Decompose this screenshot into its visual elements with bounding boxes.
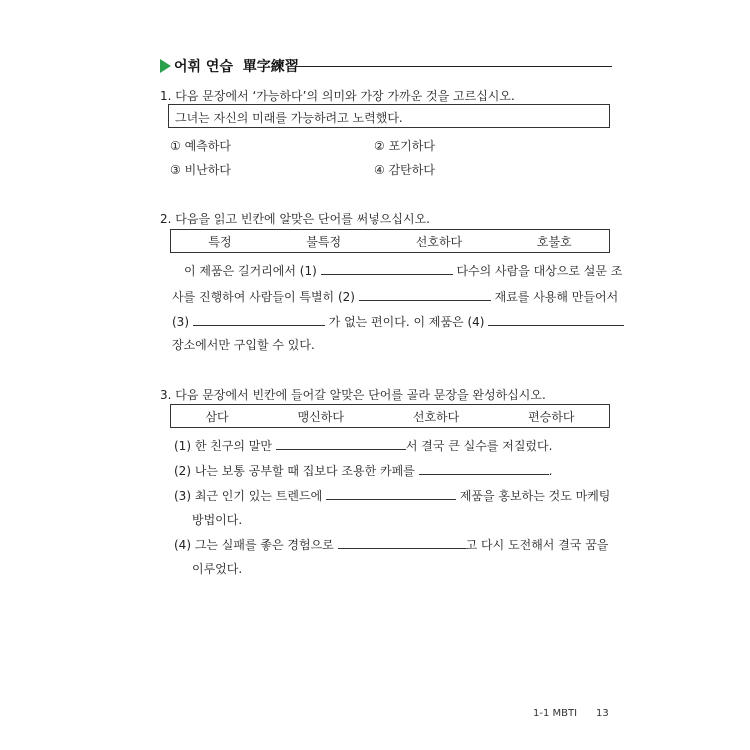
q1-sentence: 그녀는 자신의 미래를 가능하려고 노력했다. xyxy=(175,111,403,125)
q2-paragraph-line-4: 장소에서만 구입할 수 있다. xyxy=(172,338,315,352)
footer-chapter: 1-1 MBTI xyxy=(533,708,578,719)
q3-text: 고 다시 도전해서 결국 꿈을 xyxy=(465,538,609,552)
q3-item-3-cont: 방법이다. xyxy=(192,513,243,527)
q2-word-box xyxy=(170,229,610,253)
q3-blank-3[interactable] xyxy=(326,488,456,500)
title-rule xyxy=(296,66,612,67)
section-header xyxy=(160,56,612,76)
q1-sentence-box xyxy=(168,104,610,128)
q1-question: 1. 다음 문장에서 ‘가능하다’의 의미와 가장 가까운 것을 고르십시오. xyxy=(160,89,515,103)
blank-4[interactable] xyxy=(488,314,624,326)
q2-word: 호불호 xyxy=(536,234,572,249)
q1-option-2[interactable]: ② 포기하다 xyxy=(374,139,435,153)
q2-text: 이 제품은 길거리에서 (1) xyxy=(184,264,317,278)
q2-text: 재료를 사용해 만들어서 xyxy=(494,290,619,304)
q3-item-4-cont: 이루었다. xyxy=(192,562,243,576)
q2-text: 다수의 사람을 대상으로 설문 조 xyxy=(456,264,623,278)
q1-option-1[interactable]: ① 예측하다 xyxy=(170,139,231,153)
q2-text: 사를 진행하여 사람들이 특별히 (2) xyxy=(172,290,355,304)
q1-option-4[interactable]: ④ 감탄하다 xyxy=(374,163,435,177)
q3-item-2 xyxy=(174,462,552,479)
q2-text: (3) xyxy=(172,315,189,329)
blank-1[interactable] xyxy=(321,263,453,275)
section-title-korean: 어휘 연습 xyxy=(174,59,233,75)
q3-item-3 xyxy=(174,487,610,504)
q2-word: 특정 xyxy=(208,234,232,249)
q3-blank-2[interactable] xyxy=(419,463,549,475)
q3-item-1 xyxy=(174,437,552,454)
page-number: 13 xyxy=(596,708,609,719)
q3-text: (3) 최근 인기 있는 트렌드에 xyxy=(174,489,323,503)
blank-3[interactable] xyxy=(193,314,325,326)
q3-text: (4) 그는 실패를 좋은 경험으로 xyxy=(174,538,334,552)
blank-2[interactable] xyxy=(359,289,491,301)
q3-word: 선호하다 xyxy=(412,409,460,424)
q2-word: 선호하다 xyxy=(415,234,463,249)
q3-word: 삼다 xyxy=(205,409,229,424)
q2-paragraph-line-3 xyxy=(172,313,624,330)
q3-item-4 xyxy=(174,536,608,553)
q2-question: 2. 다음을 읽고 빈칸에 알맞은 단어를 써넣으십시오. xyxy=(160,212,430,226)
triangle-bullet-icon xyxy=(160,59,171,73)
q3-word-box xyxy=(170,404,610,428)
q3-blank-4[interactable] xyxy=(338,537,466,549)
q2-text: 가 없는 편이다. 이 제품은 (4) xyxy=(328,315,485,329)
q3-text: 서 결국 큰 실수를 저질렀다. xyxy=(405,439,553,453)
q3-word: 편승하다 xyxy=(528,409,575,424)
section-title xyxy=(174,56,299,76)
q3-blank-1[interactable] xyxy=(276,438,406,450)
q3-question: 3. 다음 문장에서 빈칸에 들어갈 알맞은 단어를 골라 문장을 완성하십시오. xyxy=(160,388,546,402)
q3-text: 제품을 홍보하는 것도 마케팅 xyxy=(459,489,611,503)
section-title-hanja: 單字練習 xyxy=(242,59,299,75)
q2-paragraph-line-2 xyxy=(172,288,618,305)
q3-text: . xyxy=(548,464,553,478)
q3-text: (1) 한 친구의 말만 xyxy=(174,439,272,453)
q2-word: 불특정 xyxy=(306,234,342,249)
q2-paragraph-line-1 xyxy=(184,262,622,279)
q3-text: (2) 나는 보통 공부할 때 집보다 조용한 카페를 xyxy=(174,464,415,478)
q3-word: 맹신하다 xyxy=(297,409,344,424)
q1-option-3[interactable]: ③ 비난하다 xyxy=(170,163,231,177)
